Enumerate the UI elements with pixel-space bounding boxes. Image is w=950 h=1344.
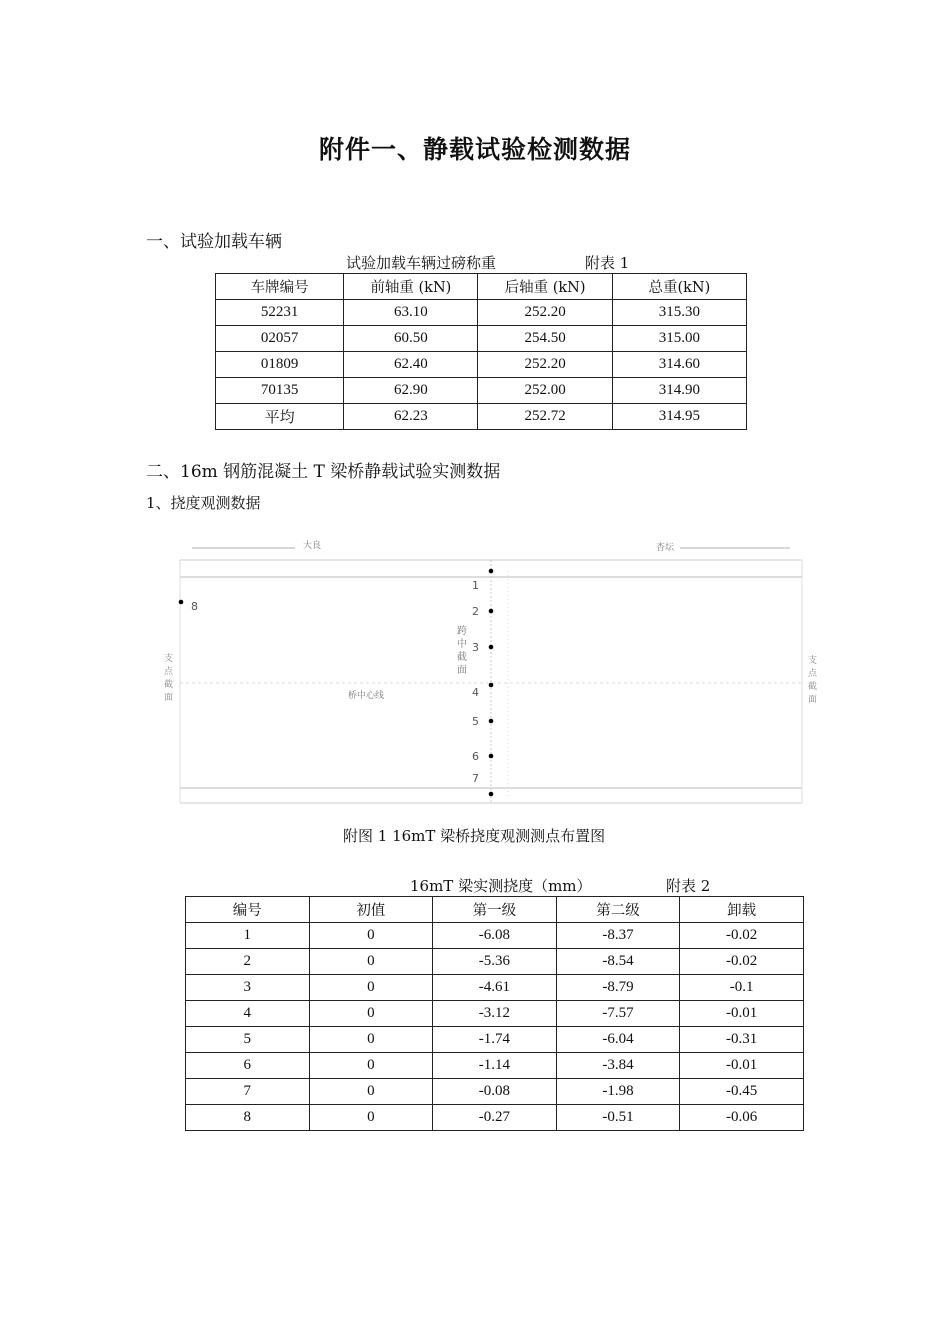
table-cell: 314.95 <box>612 404 746 430</box>
table-cell: -4.61 <box>433 975 557 1001</box>
table-cell: 314.90 <box>612 378 746 404</box>
measure-point-6 <box>489 754 494 759</box>
center-line-label: 桥中心线 <box>348 691 385 701</box>
table-header-cell: 初值 <box>309 897 433 923</box>
table-cell: -0.02 <box>680 923 804 949</box>
table-cell: 0 <box>309 1105 433 1131</box>
table2-number: 附表 2 <box>666 877 711 895</box>
table-cell: 63.10 <box>344 300 478 326</box>
table-cell: -1.14 <box>433 1053 557 1079</box>
table-cell: -6.04 <box>556 1027 680 1053</box>
table-cell: 3 <box>186 975 310 1001</box>
left-support-label-2: 点 <box>164 667 174 677</box>
left-support-label-3: 截 <box>164 680 174 690</box>
table-cell: 252.00 <box>478 378 612 404</box>
table-cell: -3.12 <box>433 1001 557 1027</box>
table-cell: -8.79 <box>556 975 680 1001</box>
table-cell: -8.37 <box>556 923 680 949</box>
midspan-label-1: 跨 <box>457 626 467 637</box>
table-cell: -0.27 <box>433 1105 557 1131</box>
section2-heading: 二、16m 钢筋混凝土 T 梁桥静载试验实测数据 <box>146 462 501 482</box>
table-header-cell: 卸载 <box>680 897 804 923</box>
right-support-label-1: 支 <box>808 656 818 666</box>
table-row <box>186 1027 804 1053</box>
table-cell: -7.57 <box>556 1001 680 1027</box>
deflection-table <box>185 896 804 1131</box>
deflection-point-layout-diagram <box>164 535 818 810</box>
right-support-label-4: 面 <box>808 695 818 705</box>
table-cell: 52231 <box>216 300 344 326</box>
table-cell: -3.84 <box>556 1053 680 1079</box>
table-cell: 0 <box>309 975 433 1001</box>
table2-caption: 16mT 梁实测挠度（mm） <box>410 877 592 895</box>
table-cell: 252.20 <box>478 352 612 378</box>
table-cell: 314.60 <box>612 352 746 378</box>
table-cell: 252.20 <box>478 300 612 326</box>
table-header-cell: 前轴重 (kN) <box>344 274 478 300</box>
table-row <box>186 975 804 1001</box>
table-cell: 60.50 <box>344 326 478 352</box>
table-cell: 01809 <box>216 352 344 378</box>
table-cell: 0 <box>309 1079 433 1105</box>
table-row <box>216 378 747 404</box>
table-cell: -6.08 <box>433 923 557 949</box>
page-title: 附件一、静载试验检测数据 <box>318 135 631 164</box>
left-end-label: 大良 <box>303 541 322 551</box>
table-row <box>186 1079 804 1105</box>
table-cell: 02057 <box>216 326 344 352</box>
table-header-cell: 总重(kN) <box>612 274 746 300</box>
point-number-7: 7 <box>472 772 479 785</box>
table-cell: 平均 <box>216 404 344 430</box>
section1-heading: 一、试验加载车辆 <box>146 232 282 252</box>
table-cell: -5.36 <box>433 949 557 975</box>
table-cell: 62.40 <box>344 352 478 378</box>
point-number-1: 1 <box>472 579 479 592</box>
midspan-label-4: 面 <box>457 665 467 676</box>
table-cell: -1.74 <box>433 1027 557 1053</box>
point-number-5: 5 <box>472 715 479 728</box>
measure-point-7 <box>489 792 494 797</box>
table-row <box>186 1053 804 1079</box>
right-end-label: 杏坛 <box>656 543 675 553</box>
table-row <box>186 1001 804 1027</box>
table-cell: 1 <box>186 923 310 949</box>
table-row <box>186 923 804 949</box>
table-cell: 252.72 <box>478 404 612 430</box>
table-cell: 0 <box>309 949 433 975</box>
table-cell: 0 <box>309 1001 433 1027</box>
table-header-cell: 第一级 <box>433 897 557 923</box>
section2-subheading: 1、挠度观测数据 <box>146 494 261 512</box>
table-cell: 2 <box>186 949 310 975</box>
table-header-cell: 编号 <box>186 897 310 923</box>
table-cell: -0.1 <box>680 975 804 1001</box>
point-number-6: 6 <box>472 750 479 763</box>
left-support-label-4: 面 <box>164 693 174 703</box>
table-cell: -0.02 <box>680 949 804 975</box>
left-support-label-1: 支 <box>164 654 174 664</box>
vehicle-weight-table <box>215 273 747 430</box>
table-row <box>186 1105 804 1131</box>
table-cell: 0 <box>309 923 433 949</box>
table-header-row <box>216 274 747 300</box>
measure-point-3 <box>489 645 494 650</box>
table-cell: 6 <box>186 1053 310 1079</box>
table-cell: -8.54 <box>556 949 680 975</box>
table-cell: 8 <box>186 1105 310 1131</box>
right-support-label-2: 点 <box>808 669 818 679</box>
table1-caption: 试验加载车辆过磅称重 <box>346 254 497 272</box>
midspan-label-3: 截 <box>457 652 467 663</box>
point-number-2: 2 <box>472 605 479 618</box>
table-row <box>216 404 747 430</box>
table-row <box>186 949 804 975</box>
table-row <box>216 300 747 326</box>
table-cell: 315.00 <box>612 326 746 352</box>
point-number-8: 8 <box>191 600 198 613</box>
table-cell: 62.23 <box>344 404 478 430</box>
bridge-plan-svg <box>164 535 818 810</box>
table-header-cell: 车牌编号 <box>216 274 344 300</box>
table-cell: 5 <box>186 1027 310 1053</box>
table-cell: 7 <box>186 1079 310 1105</box>
table-cell: -0.06 <box>680 1105 804 1131</box>
table-cell: 0 <box>309 1027 433 1053</box>
table-header-cell: 第二级 <box>556 897 680 923</box>
table-cell: 4 <box>186 1001 310 1027</box>
table-cell: -0.51 <box>556 1105 680 1131</box>
table-cell: -0.31 <box>680 1027 804 1053</box>
right-support-label-3: 截 <box>808 682 818 692</box>
table-cell: 70135 <box>216 378 344 404</box>
table-row <box>216 326 747 352</box>
point-number-3: 3 <box>472 641 479 654</box>
table-cell: -1.98 <box>556 1079 680 1105</box>
table-cell: 0 <box>309 1053 433 1079</box>
measure-point-2 <box>489 609 494 614</box>
table-header-cell: 后轴重 (kN) <box>478 274 612 300</box>
table-row <box>216 352 747 378</box>
table-cell: -0.08 <box>433 1079 557 1105</box>
table-cell: -0.01 <box>680 1001 804 1027</box>
table-cell: -0.45 <box>680 1079 804 1105</box>
table-cell: 62.90 <box>344 378 478 404</box>
point-number-4: 4 <box>472 686 479 699</box>
table1-number: 附表 1 <box>585 254 630 272</box>
figure1-caption: 附图 1 16mT 梁桥挠度观测测点布置图 <box>343 827 606 845</box>
measure-point-5 <box>489 719 494 724</box>
measure-point-4 <box>489 683 494 688</box>
table-cell: -0.01 <box>680 1053 804 1079</box>
table-cell: 254.50 <box>478 326 612 352</box>
midspan-label-2: 中 <box>457 639 467 650</box>
table-header-row <box>186 897 804 923</box>
measure-point-top <box>489 569 494 574</box>
measure-point-8 <box>179 600 184 605</box>
table-cell: 315.30 <box>612 300 746 326</box>
